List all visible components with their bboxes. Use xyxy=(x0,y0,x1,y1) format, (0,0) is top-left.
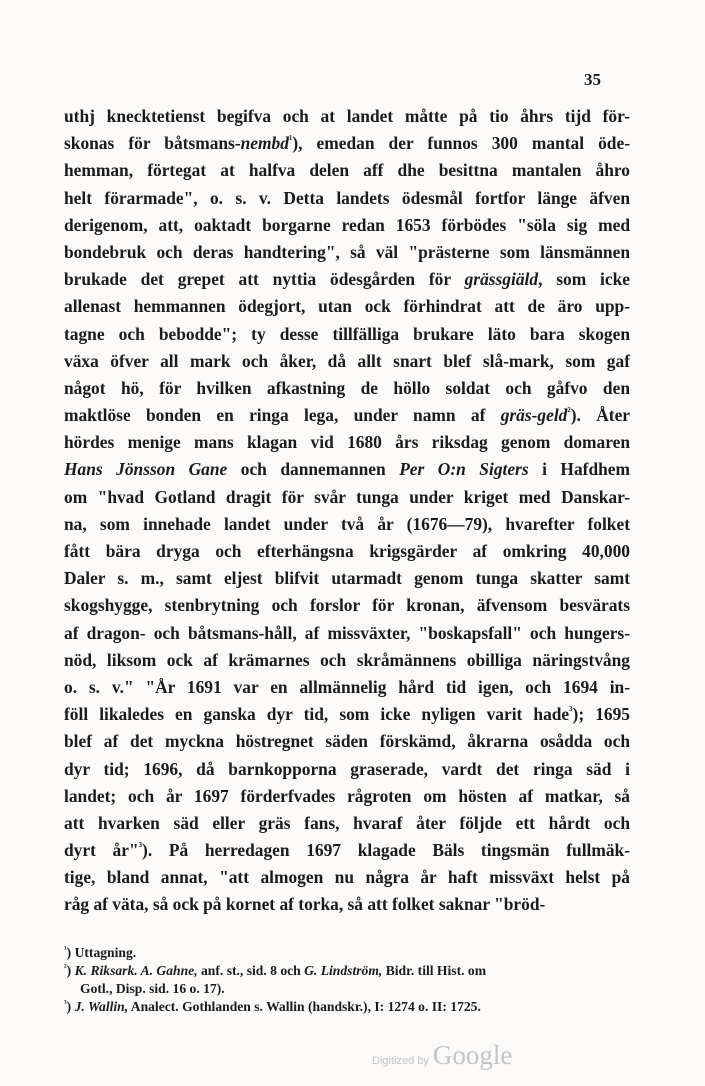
digitized-by-watermark xyxy=(372,1040,512,1071)
text-line xyxy=(64,620,630,647)
text-run: allenast hemmannen ödegjort, utan ock förhindrat att de äro upp- xyxy=(64,296,630,317)
text-run: helt förarmade", o. s. v. Detta landets ödesmål fortfor länge äfven xyxy=(64,187,630,208)
text-run: hemman, förtegat at halfva delen aff dhe besittna mantalen åhro xyxy=(64,160,630,181)
text-line xyxy=(64,756,630,783)
footnote xyxy=(64,998,630,1016)
text-line xyxy=(64,891,630,918)
text-line xyxy=(64,239,630,266)
text-line xyxy=(64,456,630,483)
text-line xyxy=(64,674,630,701)
text-line xyxy=(64,647,630,674)
text-run: föll likaledes en ganska dyr tid, som icke nyligen varit hade xyxy=(64,704,570,725)
italic-text: Per O:n Sigters xyxy=(399,459,529,480)
text-line xyxy=(64,511,630,538)
watermark-brand: Google xyxy=(432,1040,513,1070)
text-run: maktlöse bonden en ringa lega, under namn af xyxy=(64,405,501,426)
text-line xyxy=(64,185,630,212)
text-run: fått bära dryga och efterhängsna krigsgärder af omkring 40,000 xyxy=(64,541,630,561)
text-run: skonas för båtsmans- xyxy=(64,133,241,154)
text-line xyxy=(64,837,630,864)
text-run: dyr tid; 1696, då barnkopporna graserade, vardt det ringa säd i xyxy=(64,758,630,779)
text-run: och dannemannen xyxy=(227,459,400,480)
footnote-marker: ¹ xyxy=(288,133,293,146)
text-run: uthj knecktetienst begifva och at landet måtte på tio åhrs tijd för- xyxy=(64,106,630,126)
italic-text: J. Wallin, xyxy=(74,999,129,1014)
text-run: ), emedan der funnos 300 mantal öde- xyxy=(292,133,630,154)
text-line xyxy=(64,864,630,891)
italic-text: gräs-geld xyxy=(500,405,568,426)
text-run: skogshygge, stenbrytning och forslor för kronan, äfvensom besvärats xyxy=(64,595,630,616)
text-run: o. s. v." "År 1691 var en allmännelig hård tid igen, och 1694 in- xyxy=(64,676,630,697)
text-line xyxy=(64,592,630,619)
text-run: , som icke xyxy=(538,269,630,290)
footnote-marker: ² xyxy=(567,405,571,418)
text-run: tagne och bebodde"; ty desse tillfälliga brukare läto bara skogen xyxy=(64,323,630,344)
text-run: växa öfver all mark och åker, då allt snart blef slå-mark, som gaf xyxy=(64,350,630,371)
text-run: att hvarken säd eller gräs fans, hvaraf åter följde ett hårdt och xyxy=(64,812,630,833)
text-run: na, som innehade landet under två år (1676—79), hvarefter folket xyxy=(64,513,630,534)
text-run: om "hvad Gotland dragit för svår tunga under kriget med Danskar- xyxy=(64,486,630,507)
text-run: ). På herredagen 1697 klagade Bäls tingsmän fullmäk- xyxy=(142,840,630,861)
text-line xyxy=(64,538,630,565)
text-line xyxy=(64,810,630,837)
text-run: ). Åter xyxy=(570,405,631,426)
text-run: i Hafdhem xyxy=(528,459,630,480)
text-run: ) xyxy=(66,999,75,1014)
footnote-marker: ³ xyxy=(64,998,67,1009)
text-line xyxy=(64,130,630,157)
text-run: råg af väta, så ock på kornet af torka, så att folket saknar "bröd- xyxy=(64,894,546,915)
text-run: ) Uttagning. xyxy=(66,945,137,960)
text-line xyxy=(64,565,630,592)
watermark-prefix: Digitized by xyxy=(372,1055,429,1067)
text-run: något hö, för hvilken afkastning de höllo soldat och gåfvo den xyxy=(64,377,630,398)
footnote-marker: ³ xyxy=(138,840,143,853)
footnote xyxy=(64,944,630,962)
text-run: brukade det grepet att nyttia ödesgården för xyxy=(64,269,465,290)
footnote-marker: ¹ xyxy=(64,944,67,955)
text-line xyxy=(64,348,630,375)
text-run: derigenom, att, oaktadt borgarne redan 1653 förbödes "söla sig med xyxy=(64,214,630,235)
text-run: blef af det myckna höstregnet säden förskämd, åkrarna osådda och xyxy=(64,731,630,752)
italic-text: K. Riksark. A. Gahne, xyxy=(74,963,198,978)
text-line xyxy=(64,402,630,429)
text-run: Analect. Gothlanden s. Wallin (handskr.), I: 1274 o. II: 1725. xyxy=(128,999,481,1014)
italic-text: nembd xyxy=(240,133,289,154)
text-line xyxy=(64,293,630,320)
text-line xyxy=(64,266,630,293)
footnote-marker: ² xyxy=(64,962,67,973)
text-run: ); 1695 xyxy=(572,704,630,725)
text-line xyxy=(64,783,630,810)
text-line xyxy=(64,321,630,348)
italic-text: Hans Jönsson Gane xyxy=(64,459,228,480)
text-line xyxy=(64,375,630,402)
text-run: Daler s. m., samt eljest blifvit utarmadt genom tunga skatter samt xyxy=(64,568,630,589)
text-run: hördes menige mans klagan vid 1680 års riksdag genom domaren xyxy=(64,432,630,453)
text-line xyxy=(64,157,630,184)
text-run: landet; och år 1697 förderfvades rågroten om hösten af matkar, så xyxy=(64,785,630,806)
text-line xyxy=(64,701,630,728)
text-run: dyrt år" xyxy=(64,840,139,861)
text-line xyxy=(64,484,630,511)
footnote xyxy=(64,980,630,998)
footnotes xyxy=(64,944,630,1016)
text-line xyxy=(64,212,630,239)
text-run: Bidr. till Hist. om xyxy=(382,963,487,978)
text-run: nöd, liksom ock af krämarnes och skråmännens obilliga näringstvång xyxy=(64,649,630,670)
footnote-marker: ³ xyxy=(569,704,573,717)
text-run: bondebruk och deras handtering", så väl "prästerne som länsmännen xyxy=(64,241,630,262)
text-run: ) xyxy=(66,963,75,978)
text-run: Gotl., Disp. sid. 16 o. 17). xyxy=(80,981,225,996)
italic-text: grässgiäld xyxy=(464,269,539,290)
text-run: tige, bland annat, "att almogen nu några år haft missväxt helst på xyxy=(64,867,630,888)
text-line xyxy=(64,728,630,755)
body-text xyxy=(64,103,630,919)
text-run: anf. st., sid. 8 och xyxy=(197,963,305,978)
page-number: 35 xyxy=(584,70,601,89)
text-line xyxy=(64,429,630,456)
text-run: af dragon- och båtsmans-håll, af missväxter, "boskapsfall" och hungers- xyxy=(64,622,630,643)
footnote xyxy=(64,962,630,980)
text-line xyxy=(64,103,630,130)
italic-text: G. Lindström, xyxy=(304,963,383,978)
